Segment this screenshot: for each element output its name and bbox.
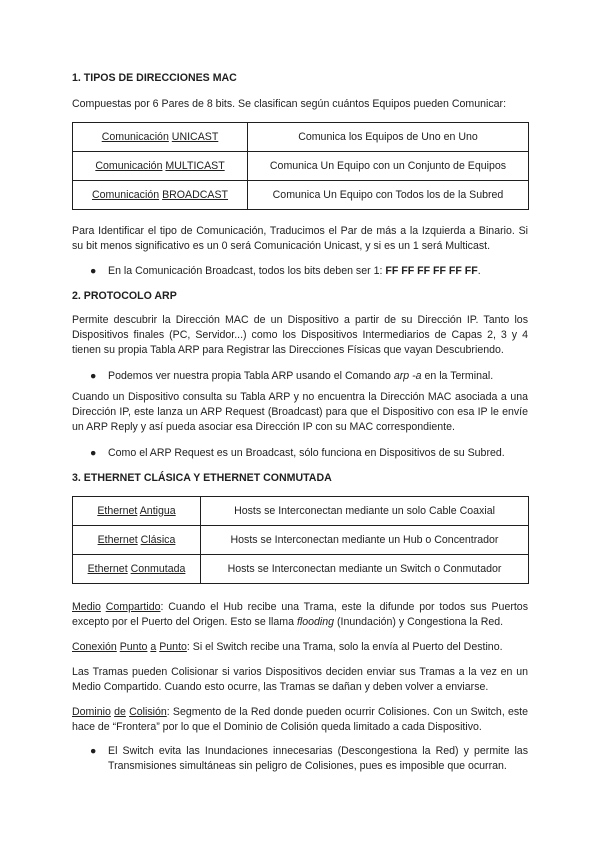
section-1-title: 1. TIPOS DE DIRECCIONES MAC bbox=[72, 72, 237, 84]
table-cell-term: Ethernet Antigua bbox=[73, 497, 201, 526]
bullet-icon: ● bbox=[90, 265, 97, 277]
table-cell-desc: Comunica los Equipos de Uno en Uno bbox=[248, 123, 529, 152]
table-row bbox=[73, 152, 529, 181]
table-cell-term: Ethernet Conmutada bbox=[73, 555, 201, 584]
section-2-paragraph-2: Cuando un Dispositivo consulta su Tabla ARP y no encuentra la Dirección MAC asociada a una Dirección IP, este lanza un ARP Request (Broadcast) para que el Dispositivo con esa IP le envíe un ARP Reply y así pueda asociar esa Dirección IP con su MAC correspondiente. bbox=[72, 391, 528, 433]
section-3-title: 3. ETHERNET CLÁSICA Y ETHERNET CONMUTADA bbox=[72, 472, 332, 484]
table-row bbox=[73, 526, 529, 555]
conexion-paragraph: Conexión Punto a Punto: Si el Switch recibe una Trama, solo la envía al Puerto del Destino. bbox=[72, 641, 503, 653]
section-1-intro: Compuestas por 6 Pares de 8 bits. Se clasifican según cuántos Equipos pueden Comunicar: bbox=[72, 98, 507, 110]
dominio-paragraph: Dominio de Colisión: Segmento de la Red donde pueden ocurrir Colisiones. Con un Switch, este hace de “Frontera” por lo que el Dominio de Colisión queda limitado a cada Dispositivo. bbox=[72, 706, 529, 733]
bullet-icon: ● bbox=[90, 447, 97, 459]
table-cell-desc: Comunica Un Equipo con Todos los de la Subred bbox=[248, 181, 529, 210]
table-row bbox=[73, 497, 529, 526]
table-cell-term: Comunicación MULTICAST bbox=[73, 152, 248, 181]
tramas-paragraph: Las Tramas pueden Colisionar si varios Dispositivos deciden enviar sus Tramas a la vez en un Medio Compartido. Cuando esto ocurre, las Tramas se dañan y deben volver a enviarse. bbox=[72, 666, 528, 693]
list-item: ● Como el ARP Request es un Broadcast, sólo funciona en Dispositivos de su Subred. bbox=[90, 447, 505, 459]
section-2-paragraph-1: Permite descubrir la Dirección MAC de un Dispositivo a partir de su Dirección IP. Tanto los Dispositivos finales (PC, Servidor...) como los Dispositivos Intermediarios de Capas 2, 3 y 4 tienen su propia Tabla ARP para Registrar las Direcciones Físicas que vayan Descubriendo. bbox=[72, 314, 528, 356]
bullet-icon: ● bbox=[90, 370, 97, 382]
table-cell-desc: Comunica Un Equipo con un Conjunto de Equipos bbox=[248, 152, 529, 181]
table-row bbox=[73, 181, 529, 210]
section-2-title: 2. PROTOCOLO ARP bbox=[72, 290, 177, 302]
table-row bbox=[73, 555, 529, 584]
table-row bbox=[73, 123, 529, 152]
ethernet-table bbox=[72, 496, 529, 584]
mac-types-table bbox=[72, 122, 529, 210]
bullet-icon: ● bbox=[90, 745, 97, 757]
list-item: ● Podemos ver nuestra propia Tabla ARP usando el Comando arp -a en la Terminal. bbox=[90, 370, 494, 382]
table-cell-desc: Hosts se Interconectan mediante un solo Cable Coaxial bbox=[201, 497, 529, 526]
section-1-paragraph: Para Identificar el tipo de Comunicación, Traducimos el Par de más a la Izquierda a Binario. Si su bit menos significativo es un 0 será Comunicación Unicast, y si es un 1 será Multicast. bbox=[72, 225, 528, 252]
medio-compartido-paragraph: Medio Compartido: Cuando el Hub recibe una Trama, este la difunde por todos sus Puertos excepto por el Puerto del Origen. Esto se llama flooding (Inundación) y Congestiona la Red. bbox=[72, 601, 528, 628]
table-cell-desc: Hosts se Interconectan mediante un Switch o Conmutador bbox=[201, 555, 529, 584]
list-item: ● En la Comunicación Broadcast, todos los bits deben ser 1: FF FF FF FF FF FF. bbox=[90, 265, 481, 277]
table-cell-desc: Hosts se Interconectan mediante un Hub o Concentrador bbox=[201, 526, 529, 555]
table-cell-term: Ethernet Clásica bbox=[73, 526, 201, 555]
command-text: arp -a bbox=[393, 370, 422, 382]
list-item: ● El Switch evita las Inundaciones innecesarias (Descongestiona la Red) y permite las Transmisiones simultáneas sin peligro de Colisiones, pues es imposible que ocurran. bbox=[90, 745, 528, 772]
table-cell-term: Comunicación UNICAST bbox=[73, 123, 248, 152]
table-cell-term: Comunicación BROADCAST bbox=[73, 181, 248, 210]
